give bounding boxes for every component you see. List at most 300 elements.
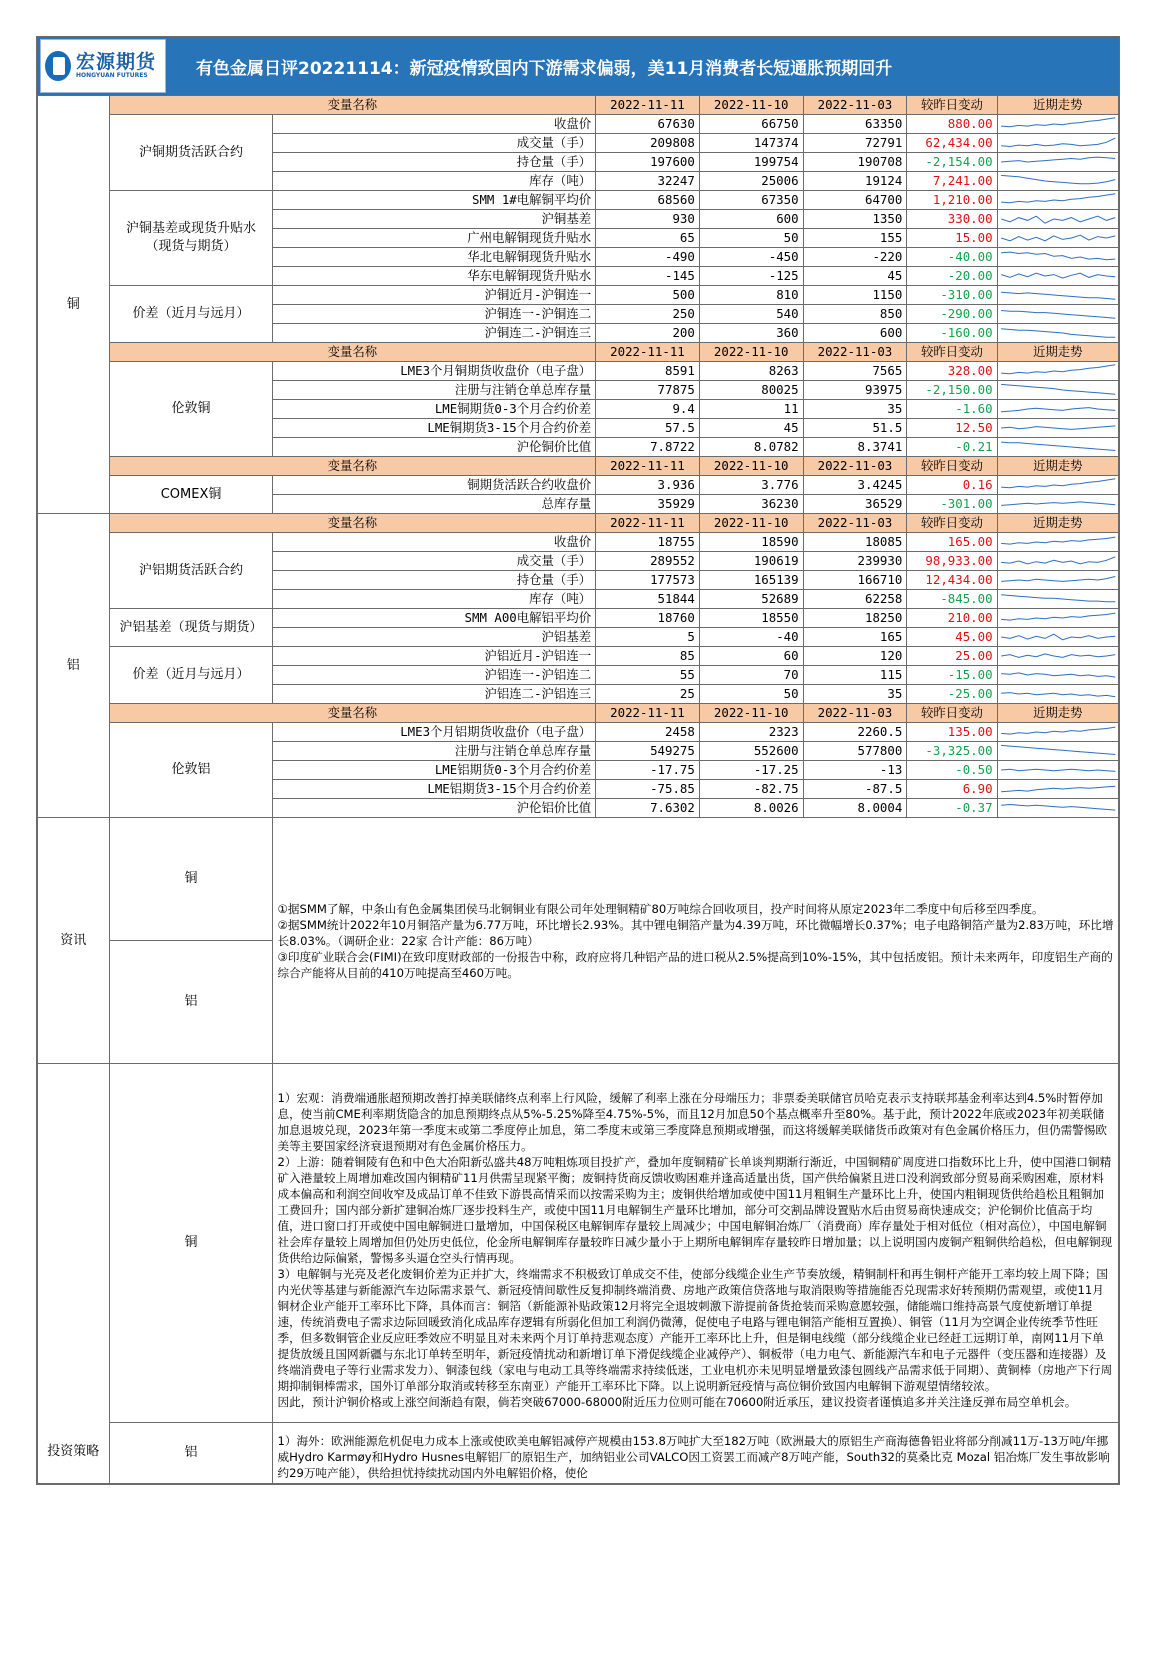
trend-sparkline [999, 135, 1117, 151]
news-item: ①据SMM了解，中条山有色金属集团侯马北铜铜业有限公司年处理铜精矿80万吨综合回收项目，投产时间将从原定2023年二季度中旬后移至四季度。 [277, 901, 1044, 916]
group-al-spread: 价差（近月与远月） [109, 647, 273, 704]
change-value: -0.21 [907, 438, 997, 457]
news-content [273, 818, 1119, 1064]
value-d1: 500 [596, 286, 700, 305]
row-name: 注册与注销仓单总库存量 [273, 742, 596, 761]
sparkline-path [1001, 118, 1115, 127]
row-name: 持仓量（手） [273, 153, 596, 172]
col-header-variable: 变量名称 [109, 514, 596, 533]
sparkline-path [1001, 557, 1115, 564]
value-d1: 9.4 [596, 400, 700, 419]
sparkline-path [1001, 577, 1115, 582]
strategy-row [38, 1423, 1119, 1484]
group-al-basis: 沪铝基差（现货与期货） [109, 609, 273, 647]
value-d3: 64700 [803, 191, 907, 210]
trend-sparkline [999, 743, 1117, 759]
change-value: 328.00 [907, 362, 997, 381]
report-header [37, 37, 1119, 95]
change-value: -0.50 [907, 761, 997, 780]
sparkline-path [1001, 157, 1115, 162]
group-cu-spread: 价差（近月与远月） [109, 286, 273, 343]
column-header-row [38, 343, 1119, 362]
trend-cell [997, 115, 1118, 134]
col-header-variable: 变量名称 [109, 457, 596, 476]
trend-sparkline [999, 325, 1117, 341]
change-value: 880.00 [907, 115, 997, 134]
col-header-d3: 2022-11-03 [803, 343, 907, 362]
change-value: 25.00 [907, 647, 997, 666]
sparkline-path [1001, 502, 1115, 506]
strategy-paragraph: 1）海外：欧洲能源危机促电力成本上涨或使欧美电解铝减停产规模由153.8万吨扩大至182万吨（欧洲最大的原铝生产商海德鲁铝业将部分削减11万-13万吨/年挪威Hydro Karmøy和Hydro Husnes电解铝厂的原铝生产，加纳铝业公司VALCO因工资罢工而减产8万吨产能，South32的莫桑比克 Mozal 铝冶炼厂发生事故影响约29万吨产能），供给担忧持续扰动国内外电解铝价格，使伦 [277, 1434, 1110, 1480]
strategy-paragraph: 1）宏观：消费端通胀超预期改善打掉美联储终点利率上行风险，缓解了利率上涨在分母端压力；非票委美联储官员哈克表示支持联邦基金利率达到4.5%时暂停加息，使当前CME利率期货隐含的加息预期终点从5%-5.25%降至4.75%-5%，而且12月加息50个基点概率升至80%。基于此，预计2022年底或2023年初美联储加息退坡兑现，2023年第一季度末或第二季度停止加息，第二季度末或第三季度降息预期或增强，而这将缓解美联储货币政策对有色金属价格压力，但仍需警惕欧美等主要国家经济衰退预期对有色金属价格压力。 [277, 1091, 1107, 1153]
table-row [38, 286, 1119, 305]
value-d3: -87.5 [803, 780, 907, 799]
sparkline-path [1001, 613, 1115, 620]
change-value: 0.16 [907, 476, 997, 495]
row-name: 持仓量（手） [273, 571, 596, 590]
change-value: -310.00 [907, 286, 997, 305]
row-name: 成交量（手） [273, 134, 596, 153]
value-d2: 80025 [699, 381, 803, 400]
change-value: 15.00 [907, 229, 997, 248]
value-d3: 115 [803, 666, 907, 685]
section-strategy: 投资策略 [38, 1064, 110, 1484]
value-d2: -82.75 [699, 780, 803, 799]
sparkline-path [1001, 273, 1115, 278]
trend-cell [997, 552, 1118, 571]
row-name: 沪铜连二-沪铜连三 [273, 324, 596, 343]
value-d3: 72791 [803, 134, 907, 153]
change-value: 62,434.00 [907, 134, 997, 153]
value-d3: 166710 [803, 571, 907, 590]
change-value: 210.00 [907, 609, 997, 628]
trend-cell [997, 324, 1118, 343]
value-d3: 190708 [803, 153, 907, 172]
col-header-chg: 较昨日变动 [907, 457, 997, 476]
value-d3: 63350 [803, 115, 907, 134]
row-name: LME3个月铝期货收盘价（电子盘） [273, 723, 596, 742]
company-logo [40, 39, 166, 93]
col-header-d3: 2022-11-03 [803, 457, 907, 476]
sparkline-path [1001, 693, 1115, 697]
value-d1: 177573 [596, 571, 700, 590]
trend-cell [997, 761, 1118, 780]
value-d3: 18085 [803, 533, 907, 552]
group-cu-basis: 沪铜基差或现货升贴水（现货与期货） [109, 191, 273, 286]
row-name: 库存（吨） [273, 172, 596, 191]
table-row [38, 609, 1119, 628]
row-name: 注册与注销仓单总库存量 [273, 381, 596, 400]
value-d2: 52689 [699, 590, 803, 609]
value-d3: -13 [803, 761, 907, 780]
col-header-chg: 较昨日变动 [907, 343, 997, 362]
col-header-variable: 变量名称 [109, 704, 596, 723]
value-d1: 35929 [596, 495, 700, 514]
sparkline-path [1001, 745, 1115, 754]
value-d2: 50 [699, 229, 803, 248]
value-d3: 1150 [803, 286, 907, 305]
trend-sparkline [999, 610, 1117, 626]
row-name: 华东电解铜现货升贴水 [273, 267, 596, 286]
trend-cell [997, 438, 1118, 457]
sparkline-path [1001, 235, 1115, 241]
trend-cell [997, 381, 1118, 400]
trend-cell [997, 723, 1118, 742]
value-d3: 19124 [803, 172, 907, 191]
value-d1: 7.8722 [596, 438, 700, 457]
table-row [38, 723, 1119, 742]
change-value: 12,434.00 [907, 571, 997, 590]
sparkline-path [1001, 408, 1115, 412]
row-name: 成交量（手） [273, 552, 596, 571]
sparkline-path [1001, 175, 1115, 183]
table-row [38, 476, 1119, 495]
value-d1: 250 [596, 305, 700, 324]
group-cu-futures: 沪铜期货活跃合约 [109, 115, 273, 191]
col-header-d3: 2022-11-03 [803, 96, 907, 115]
change-value: -25.00 [907, 685, 997, 704]
value-d3: 35 [803, 400, 907, 419]
sparkline-path [1001, 654, 1115, 658]
report-frame [36, 36, 1120, 1485]
trend-sparkline [999, 553, 1117, 569]
trend-sparkline [999, 629, 1117, 645]
change-value: -845.00 [907, 590, 997, 609]
trend-cell [997, 799, 1118, 818]
value-d1: 5 [596, 628, 700, 647]
row-name: 总库存量 [273, 495, 596, 514]
logo-name-en: HONGYUAN FUTURES [76, 72, 148, 79]
trend-cell [997, 590, 1118, 609]
value-d2: 70 [699, 666, 803, 685]
trend-sparkline [999, 667, 1117, 683]
value-d2: 540 [699, 305, 803, 324]
col-header-d3: 2022-11-03 [803, 704, 907, 723]
trend-sparkline [999, 249, 1117, 265]
trend-sparkline [999, 477, 1117, 493]
change-value: 7,241.00 [907, 172, 997, 191]
trend-cell [997, 210, 1118, 229]
value-d2: 50 [699, 685, 803, 704]
row-name: 沪伦铜价比值 [273, 438, 596, 457]
change-value: -0.37 [907, 799, 997, 818]
sparkline-path [1001, 311, 1115, 319]
value-d2: -17.25 [699, 761, 803, 780]
trend-sparkline [999, 591, 1117, 607]
news-label-aluminum: 铝 [109, 941, 273, 1064]
trend-cell [997, 267, 1118, 286]
trend-sparkline [999, 724, 1117, 740]
value-d3: 155 [803, 229, 907, 248]
row-name: 沪伦铝价比值 [273, 799, 596, 818]
col-header-d1: 2022-11-11 [596, 704, 700, 723]
change-value: -2,154.00 [907, 153, 997, 172]
value-d3: 165 [803, 628, 907, 647]
change-value: 45.00 [907, 628, 997, 647]
change-value: 12.50 [907, 419, 997, 438]
trend-sparkline [999, 534, 1117, 550]
table-row [38, 115, 1119, 134]
trend-sparkline [999, 496, 1117, 512]
trend-cell [997, 495, 1118, 514]
value-d2: 18550 [699, 609, 803, 628]
value-d1: 2458 [596, 723, 700, 742]
col-header-d2: 2022-11-10 [699, 514, 803, 533]
value-d1: 18755 [596, 533, 700, 552]
trend-sparkline [999, 268, 1117, 284]
sparkline-path [1001, 595, 1115, 602]
value-d2: 3.776 [699, 476, 803, 495]
value-d1: 18760 [596, 609, 700, 628]
strategy-label-copper: 铜 [109, 1064, 273, 1423]
trend-cell [997, 419, 1118, 438]
strategy-copper-content [273, 1064, 1119, 1423]
trend-sparkline [999, 211, 1117, 227]
col-header-chg: 较昨日变动 [907, 96, 997, 115]
sparkline-path [1001, 769, 1115, 771]
row-name: 沪铝连一-沪铝连二 [273, 666, 596, 685]
value-d2: 199754 [699, 153, 803, 172]
row-name: 沪铝近月-沪铝连一 [273, 647, 596, 666]
table-row [38, 533, 1119, 552]
news-row [38, 818, 1119, 941]
trend-cell [997, 191, 1118, 210]
value-d2: 165139 [699, 571, 803, 590]
sparkline-path [1001, 727, 1115, 734]
trend-cell [997, 666, 1118, 685]
col-header-d1: 2022-11-11 [596, 514, 700, 533]
sparkline-path [1001, 786, 1115, 792]
sparkline-path [1001, 329, 1115, 337]
value-d2: 66750 [699, 115, 803, 134]
group-al-lme: 伦敦铝 [109, 723, 273, 818]
value-d3: 62258 [803, 590, 907, 609]
row-name: 收盘价 [273, 115, 596, 134]
trend-cell [997, 248, 1118, 267]
change-value: -40.00 [907, 248, 997, 267]
sparkline-path [1001, 805, 1115, 811]
col-header-d2: 2022-11-10 [699, 704, 803, 723]
value-d2: 810 [699, 286, 803, 305]
news-item: ②据SMM统计2022年10月铜箔产量为6.77万吨，环比增长2.93%。其中锂电铜箔产量为4.39万吨，环比微幅增长0.37%；电子电路铜箔产量为2.83万吨，环比增长8.03%。（调研企业：22家 合计产能：86万吨） [277, 917, 1114, 948]
value-d2: 60 [699, 647, 803, 666]
change-value: -3,325.00 [907, 742, 997, 761]
trend-cell [997, 286, 1118, 305]
value-d3: 1350 [803, 210, 907, 229]
value-d2: 36230 [699, 495, 803, 514]
trend-cell [997, 153, 1118, 172]
change-value: -160.00 [907, 324, 997, 343]
col-header-d2: 2022-11-10 [699, 343, 803, 362]
table-row [38, 191, 1119, 210]
trend-cell [997, 362, 1118, 381]
change-value: 1,210.00 [907, 191, 997, 210]
value-d2: 600 [699, 210, 803, 229]
trend-sparkline [999, 363, 1117, 379]
value-d1: 549275 [596, 742, 700, 761]
sparkline-path [1001, 426, 1115, 430]
value-d1: 8591 [596, 362, 700, 381]
sparkline-path [1001, 634, 1115, 640]
value-d3: 8.3741 [803, 438, 907, 457]
sparkline-path [1001, 673, 1115, 677]
section-aluminum: 铝 [38, 514, 110, 818]
col-header-trend: 近期走势 [997, 343, 1118, 362]
value-d1: 57.5 [596, 419, 700, 438]
col-header-trend: 近期走势 [997, 514, 1118, 533]
value-d3: 3.4245 [803, 476, 907, 495]
column-header-row [38, 704, 1119, 723]
value-d2: 8.0782 [699, 438, 803, 457]
value-d3: 239930 [803, 552, 907, 571]
value-d1: -75.85 [596, 780, 700, 799]
row-name: 收盘价 [273, 533, 596, 552]
value-d1: 930 [596, 210, 700, 229]
row-name: 沪铜近月-沪铜连一 [273, 286, 596, 305]
column-header-row [38, 457, 1119, 476]
trend-sparkline [999, 382, 1117, 398]
trend-sparkline [999, 572, 1117, 588]
news-label-copper: 铜 [109, 818, 273, 941]
value-d3: 600 [803, 324, 907, 343]
change-value: 330.00 [907, 210, 997, 229]
value-d1: -490 [596, 248, 700, 267]
trend-sparkline [999, 154, 1117, 170]
value-d2: -450 [699, 248, 803, 267]
trend-sparkline [999, 762, 1117, 778]
change-value: 165.00 [907, 533, 997, 552]
trend-sparkline [999, 173, 1117, 189]
row-name: LME铝期货3-15个月合约价差 [273, 780, 596, 799]
news-item: ③印度矿业联合会(FIMI)在致印度财政部的一份报告中称，政府应将几种铝产品的进口税从2.5%提高到10%-15%，其中包括废铝。预计未来两年，印度铝生产商的综合产能将从目前的410万吨提高至460万吨。 [277, 949, 1113, 980]
sparkline-path [1001, 138, 1115, 146]
table-row [38, 362, 1119, 381]
row-name: SMM A00电解铝平均价 [273, 609, 596, 628]
strategy-row [38, 1064, 1119, 1423]
sparkline-path [1001, 384, 1115, 394]
row-name: 沪铝基差 [273, 628, 596, 647]
logo-name-cn: 宏源期货 [76, 51, 157, 73]
sparkline-path [1001, 292, 1115, 299]
trend-cell [997, 476, 1118, 495]
trend-sparkline [999, 401, 1117, 417]
value-d1: -145 [596, 267, 700, 286]
strategy-label-aluminum: 铝 [109, 1423, 273, 1484]
value-d2: 552600 [699, 742, 803, 761]
strategy-paragraph: 2）上游：随着铜陵有色和中色大冶阳新弘盛共48万吨粗炼项目投扩产，叠加年度铜精矿长单谈判期渐行渐近，中国铜精矿周度进口指数环比上升，使中国港口铜精矿入港量较上周增加难改国内铜精矿11月供需呈现紧平衡；废铜持货商反馈收购困难并逢高适量出货，国产供给偏紧且进口没利润致部分贸易商采购困难，原材料成本偏高和利润空间收窄及成品订单不佳致下游畏高情采而以按需采购为主；废铜供给增加或使中国11月粗铜生产量环比上升，使国内粗铜现货供给趋松且粗铜加工费回升；国内部分新扩建铜冶炼厂逐步投料生产，或使中国11月电解铜生产量环比增加，部分可交割品牌设置贴水后由贸易商快速成交；沪伦铜价比值高于均值，进口窗口打开或使中国电解铜进口量增加，中国保税区电解铜库存量较上周减少；中国电解铜冶炼厂（消费商）库存量处于相对低位（相对高位），中国电解铜社会库存量较上周增加但仍处历史低位，伦金所电解铜库存量较昨日减少量小于上期所电解铜库存量较昨日增加量；以上说明国内废铜产粗铜供给趋松，但电解铜现货供给边际偏紧，警惕多头逼仓空头行情再现。 [277, 1155, 1113, 1265]
trend-cell [997, 400, 1118, 419]
sparkline-path [1001, 216, 1115, 223]
trend-sparkline [999, 420, 1117, 436]
value-d2: 147374 [699, 134, 803, 153]
value-d3: 8.0004 [803, 799, 907, 818]
col-header-d1: 2022-11-11 [596, 96, 700, 115]
strategy-aluminum-content [273, 1423, 1119, 1484]
change-value: 6.90 [907, 780, 997, 799]
trend-sparkline [999, 800, 1117, 816]
group-cu-lme: 伦敦铜 [109, 362, 273, 457]
row-name: LME铜期货3-15个月合约价差 [273, 419, 596, 438]
value-d1: 85 [596, 647, 700, 666]
value-d3: 120 [803, 647, 907, 666]
trend-sparkline [999, 781, 1117, 797]
report-title: 有色金属日评20221114：新冠疫情致国内下游需求偏弱，美11月消费者长短通胀预期回升 [196, 58, 893, 79]
value-d3: 35 [803, 685, 907, 704]
change-value: -20.00 [907, 267, 997, 286]
value-d2: 18590 [699, 533, 803, 552]
logo-icon [45, 49, 71, 83]
trend-cell [997, 780, 1118, 799]
col-header-variable: 变量名称 [109, 96, 596, 115]
trend-sparkline [999, 306, 1117, 322]
row-name: LME铜期货0-3个月合约价差 [273, 400, 596, 419]
col-header-trend: 近期走势 [997, 704, 1118, 723]
trend-sparkline [999, 686, 1117, 702]
value-d2: -40 [699, 628, 803, 647]
column-header-row [38, 514, 1119, 533]
value-d2: 11 [699, 400, 803, 419]
trend-cell [997, 305, 1118, 324]
value-d2: -125 [699, 267, 803, 286]
change-value: 135.00 [907, 723, 997, 742]
table-row [38, 647, 1119, 666]
value-d1: 51844 [596, 590, 700, 609]
value-d1: 7.6302 [596, 799, 700, 818]
group-cu-comex: COMEX铜 [109, 476, 273, 514]
value-d1: 289552 [596, 552, 700, 571]
trend-sparkline [999, 192, 1117, 208]
sparkline-path [1001, 252, 1115, 260]
row-name: 沪铜连一-沪铜连二 [273, 305, 596, 324]
sparkline-path [1001, 194, 1115, 203]
strategy-paragraph: 3）电解铜与光亮及老化废铜价差为正并扩大，终端需求不积极致订单成交不佳，使部分线缆企业生产节奏放缓，精铜制杆和再生铜杆产能开工率均较上周下降；国内光伏等基建与新能源汽车边际需求景气、新冠疫情间歇性反复抑制终端消费、房地产政策信贷落地与取消限购等措施能否兑现需求好转预期仍需观望，或使11月铜材企业产能开工率环比下降，具体而言：铜箔（新能源补贴政策12月将完全退坡刺激下游提前备货抢装而采购意愿较强，储能端口维持高景气度使新增订单提速，传统消费电子需求边际回暖致消化成品库存逻辑有所弱化但加工利润仍微薄，促使电子电路与锂电铜箔产能相互置换）、铜管（11月为空调企业传统季节性旺季，但多数铜管企业反应旺季效应不明显且对未来两个月订单持悲观态度）产能开工率环比上升，但是铜电线缆（部分线缆企业已经赶工远期订单，南网11月下单提货放缓且国网新疆与东北订单转至明年，新冠疫情扰动和新增订单下滑促线缆企业减停产）、铜板带（电力电气、新能源汽车和电子元器件（变压器和连接器）及终端消费电子等行业需求发力）、铜漆包线（家电与电动工具等终端需求持续低迷，工业电机亦未见明显增量致漆包圆线产品需求低于同期）、黄铜棒（房地产下行周期抑制铜棒需求，国外订单部分取消或转移至东南亚）产能开工率环比下降。以上说明新冠疫情与高位铜价致国内电解铜下游观望情绪较浓。 [277, 1267, 1113, 1393]
value-d2: 67350 [699, 191, 803, 210]
change-value: -2,150.00 [907, 381, 997, 400]
value-d1: 209808 [596, 134, 700, 153]
value-d1: 3.936 [596, 476, 700, 495]
sparkline-path [1001, 537, 1115, 544]
trend-cell [997, 742, 1118, 761]
col-header-variable: 变量名称 [109, 343, 596, 362]
trend-sparkline [999, 439, 1117, 455]
value-d3: 577800 [803, 742, 907, 761]
strategy-paragraph: 因此，预计沪铜价格或上涨空间渐趋有限，倘若突破67000-68000附近压力位则可能在70600附近承压，建议投资者谨慎追多并关注逢反弹布局空单机会。 [277, 1395, 1077, 1409]
value-d2: 45 [699, 419, 803, 438]
value-d3: 51.5 [803, 419, 907, 438]
col-header-d2: 2022-11-10 [699, 457, 803, 476]
value-d3: 18250 [803, 609, 907, 628]
trend-cell [997, 229, 1118, 248]
row-name: SMM 1#电解铜平均价 [273, 191, 596, 210]
value-d2: 8.0026 [699, 799, 803, 818]
trend-sparkline [999, 116, 1117, 132]
value-d1: 55 [596, 666, 700, 685]
column-header-row [38, 96, 1119, 115]
value-d2: 2323 [699, 723, 803, 742]
value-d1: -17.75 [596, 761, 700, 780]
trend-sparkline [999, 648, 1117, 664]
change-value: -290.00 [907, 305, 997, 324]
trend-cell [997, 533, 1118, 552]
trend-cell [997, 628, 1118, 647]
col-header-d1: 2022-11-11 [596, 343, 700, 362]
section-copper: 铜 [38, 96, 110, 514]
value-d2: 8263 [699, 362, 803, 381]
row-name: 沪铜基差 [273, 210, 596, 229]
col-header-d3: 2022-11-03 [803, 514, 907, 533]
change-value: -15.00 [907, 666, 997, 685]
section-news: 资讯 [38, 818, 110, 1064]
